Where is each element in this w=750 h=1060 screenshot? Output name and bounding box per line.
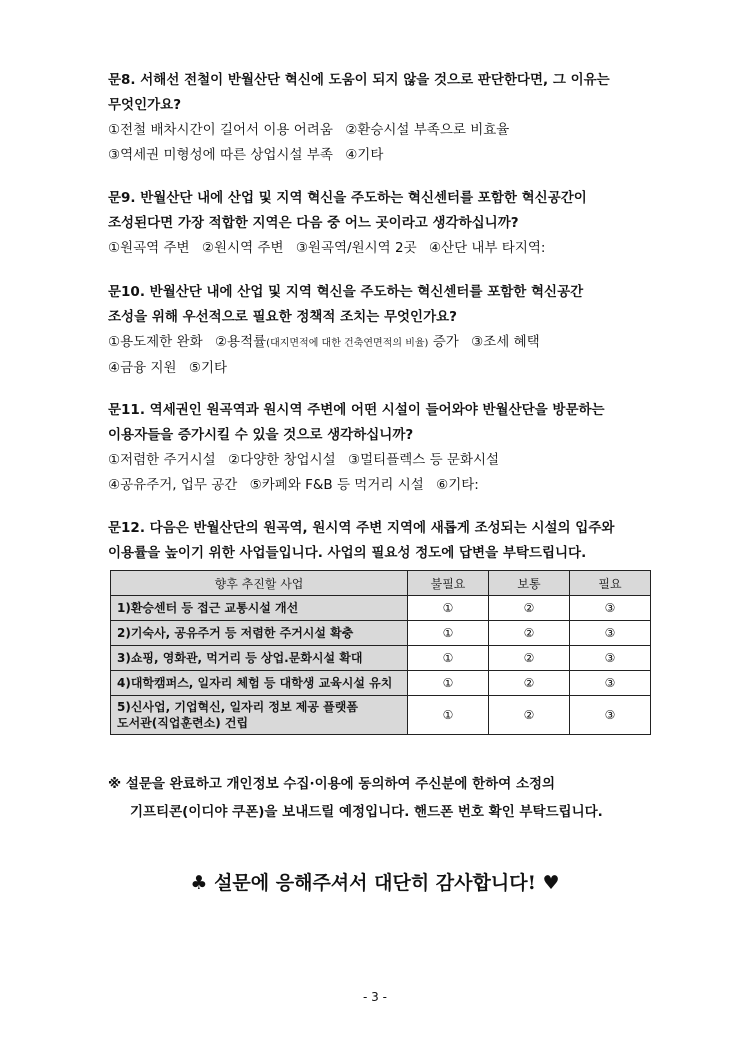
row-item-label-line1: 5)신사업, 기업혁신, 일자리 정보 제공 플랫폼	[117, 700, 358, 714]
row-item-label: 3)쇼핑, 영화관, 먹거리 등 상업.문화시설 확대	[111, 646, 408, 671]
q10-option-4[interactable]: ④금융 지원	[108, 360, 177, 376]
question-12-title-line2: 이용률을 높이기 위한 사업들입니다. 사업의 필요성 정도에 답변을 부탁드립니다.	[108, 545, 587, 561]
question-10-title-line2: 조성을 위해 우선적으로 필요한 정책적 조치는 무엇인가요?	[108, 309, 458, 325]
q10-option-2-note: (대지면적에 대한 건축연면적의 비율)	[266, 338, 429, 349]
table-row	[111, 646, 651, 671]
question-11-title-line1: 문11. 역세권인 원곡역과 원시역 주변에 어떤 시설이 들어와야 반월산단을 방문하는	[108, 402, 605, 418]
row-item-label-line2: 도서관(직업훈련소) 건립	[117, 716, 249, 730]
question-10-options-row1	[108, 330, 688, 356]
question-11-options-row2	[108, 473, 688, 498]
rating-choice-1[interactable]: ①	[408, 621, 489, 646]
rating-choice-3[interactable]: ③	[570, 621, 651, 646]
rating-choice-2[interactable]: ②	[489, 671, 570, 696]
question-11-title-line2: 이용자들을 증가시킬 수 있을 것으로 생각하십니까?	[108, 427, 414, 443]
question-8-title-line2: 무엇인가요?	[108, 97, 182, 113]
question-9-title-line2: 조성된다면 가장 적합한 지역은 다음 중 어느 곳이라고 생각하십니까?	[108, 215, 519, 231]
row-item-label: 1)환승센터 등 접근 교통시설 개선	[111, 596, 408, 621]
q9-option-4[interactable]: ④산단 내부 타지역:	[428, 240, 546, 256]
rating-choice-2[interactable]: ②	[489, 646, 570, 671]
rating-choice-3[interactable]: ③	[570, 596, 651, 621]
question-8-options-row2	[108, 143, 688, 168]
q9-option-1[interactable]: ①원곡역 주변	[108, 240, 190, 256]
table-row	[111, 621, 651, 646]
q8-option-3[interactable]: ③역세권 미형성에 따른 상업시설 부족	[108, 147, 333, 163]
table-row	[111, 596, 651, 621]
rating-choice-1[interactable]: ①	[408, 646, 489, 671]
rating-choice-3[interactable]: ③	[570, 646, 651, 671]
question-10-options-row2	[108, 356, 688, 381]
question-8-title-line1: 문8. 서해선 전철이 반월산단 혁신에 도움이 되지 않을 것으로 판단한다면, 그 이유는	[108, 72, 610, 88]
question-9-title-line1: 문9. 반월산단 내에 산업 및 지역 혁신을 주도하는 혁신센터를 포함한 혁신공간이	[108, 190, 587, 206]
q11-option-6[interactable]: ⑥기타:	[436, 477, 479, 493]
q8-option-4[interactable]: ④기타	[345, 147, 384, 163]
q9-option-2[interactable]: ②원시역 주변	[201, 240, 284, 256]
rating-choice-1[interactable]: ①	[408, 671, 489, 696]
q10-option-3[interactable]: ③조세 혜택	[471, 334, 540, 350]
table-header-row	[111, 571, 651, 596]
page-number: - 3 -	[363, 990, 387, 1004]
q10-option-2-label: ②용적률	[214, 334, 267, 350]
question-12-title-line1: 문12. 다음은 반월산단의 원곡역, 원시역 주변 지역에 새롭게 조성되는 시설의 입주와	[108, 520, 615, 536]
header-necessary: 필요	[570, 571, 651, 596]
notice-line1: ※ 설문을 완료하고 개인정보 수집·이용에 동의하여 주신분에 한하여 소정의	[108, 776, 556, 792]
q10-option-1[interactable]: ①용도제한 완화	[108, 334, 203, 350]
header-project: 향후 추진할 사업	[111, 571, 408, 596]
q10-option-5[interactable]: ⑤기타	[188, 360, 228, 376]
question-8	[108, 68, 688, 168]
rating-choice-3[interactable]: ③	[570, 696, 651, 735]
thank-you-message: ♣ 설문에 응해주셔서 대단히 감사합니다! ♥	[190, 872, 560, 894]
q11-option-2[interactable]: ②다양한 창업시설	[227, 452, 336, 468]
row-item-label	[111, 696, 408, 735]
row-item-label: 4)대학캠퍼스, 일자리 체험 등 대학생 교육시설 유치	[111, 671, 408, 696]
rating-choice-2[interactable]: ②	[489, 621, 570, 646]
question-12	[108, 516, 688, 566]
q12-rating-table	[110, 570, 651, 735]
q10-option-2-tail: 증가	[428, 334, 459, 350]
q11-option-3[interactable]: ③멀티플렉스 등 문화시설	[347, 452, 500, 468]
q11-option-1[interactable]: ①저렴한 주거시설	[108, 452, 216, 468]
q11-option-4[interactable]: ④공유주거, 업무 공간	[108, 477, 238, 493]
gifticon-notice	[108, 770, 708, 826]
question-11	[108, 398, 688, 498]
question-10-title-line1: 문10. 반월산단 내에 산업 및 지역 혁신을 주도하는 혁신센터를 포함한 혁신공간	[108, 284, 584, 300]
question-11-options-row1	[108, 448, 688, 473]
rating-choice-2[interactable]: ②	[489, 696, 570, 735]
header-unnecessary: 불필요	[408, 571, 489, 596]
question-9-options-row1	[108, 236, 688, 261]
question-10	[108, 280, 688, 381]
rating-choice-1[interactable]: ①	[408, 596, 489, 621]
q8-option-2[interactable]: ②환승시설 부족으로 비효율	[345, 122, 510, 138]
rating-choice-2[interactable]: ②	[489, 596, 570, 621]
notice-line2: 기프티콘(이디야 쿠폰)을 보내드릴 예정입니다. 핸드폰 번호 확인 부탁드립니다.	[130, 804, 603, 820]
question-8-options-row1	[108, 118, 688, 143]
rating-choice-1[interactable]: ①	[408, 696, 489, 735]
rating-choice-3[interactable]: ③	[570, 671, 651, 696]
q9-option-3[interactable]: ③원곡역/원시역 2곳	[295, 240, 417, 256]
q11-option-5[interactable]: ⑤카페와 F&B 등 먹거리 시설	[249, 477, 424, 493]
question-9	[108, 186, 688, 261]
table-row	[111, 696, 651, 735]
q10-option-2[interactable]	[215, 330, 459, 356]
row-item-label: 2)기숙사, 공유주거 등 저렴한 주거시설 확충	[111, 621, 408, 646]
q8-option-1[interactable]: ①전철 배차시간이 길어서 이용 어려움	[108, 122, 333, 138]
table-row	[111, 671, 651, 696]
header-neutral: 보통	[489, 571, 570, 596]
